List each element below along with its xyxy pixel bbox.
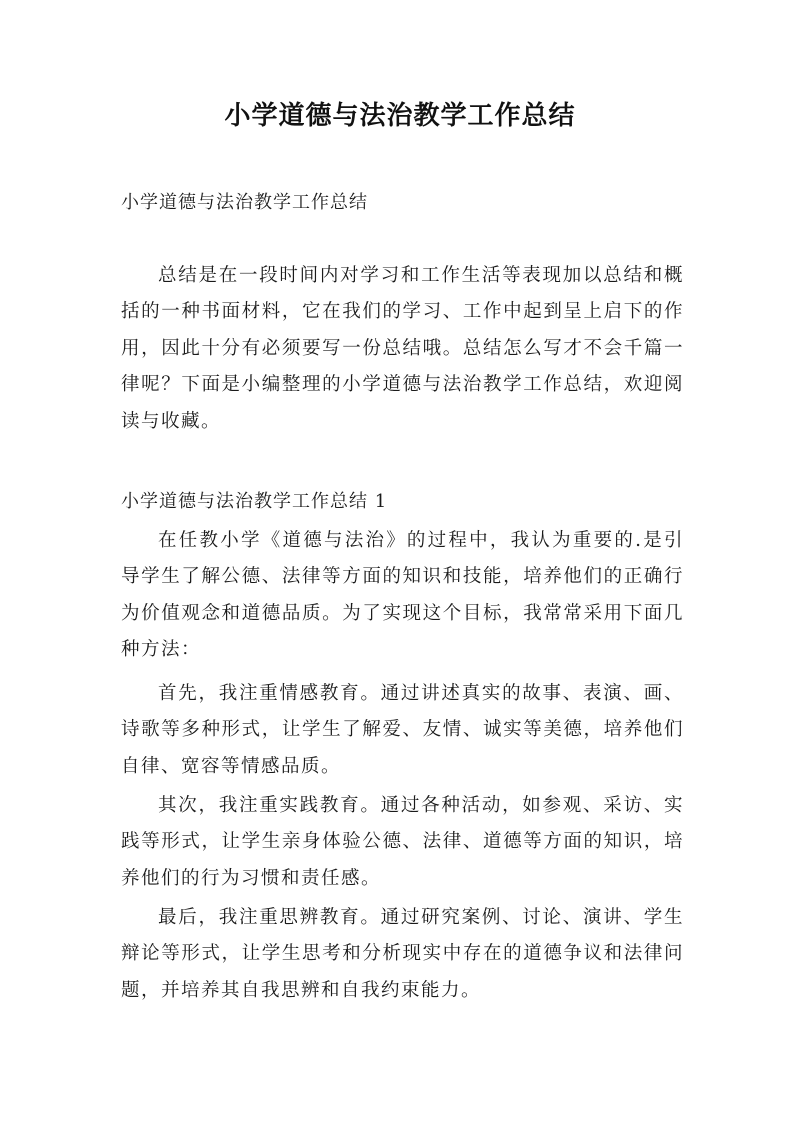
document-title: 小学道德与法治教学工作总结	[224, 101, 576, 131]
body-paragraph-1: 在任教小学《道德与法治》的过程中，我认为重要的.是引导学生了解公德、法律等方面的知识和技能，培养他们的正确行为价值观念和道德品质。为了实现这个目标，我常常采用下面几种方法：	[121, 530, 684, 661]
intro-paragraph: 总结是在一段时间内对学习和工作生活等表现加以总结和概括的一种书面材料，它在我们的学习、工作中起到呈上启下的作用，因此十分有必须要写一份总结哦。总结怎么写才不会千篇一律呢？下面是小编整理的小学道德与法治教学工作总结，欢迎阅读与收藏。	[121, 265, 684, 432]
document-subtitle: 小学道德与法治教学工作总结	[121, 192, 368, 213]
body-paragraph-2: 首先，我注重情感教育。通过讲述真实的故事、表演、画、诗歌等多种形式，让学生了解爱、友情、诚实等美德，培养他们自律、宽容等情感品质。	[121, 683, 684, 777]
section-heading: 小学道德与法治教学工作总结 1	[121, 491, 388, 512]
body-paragraph-4: 最后，我注重思辨教育。通过研究案例、讨论、演讲、学生辩论等形式，让学生思考和分析现实中存在的道德争议和法律问题，并培养其自我思辨和自我约束能力。	[121, 907, 684, 1001]
body-paragraph-3: 其次，我注重实践教育。通过各种活动，如参观、采访、实践等形式，让学生亲身体验公德、法律、道德等方面的知识，培养他们的行为习惯和责任感。	[121, 795, 684, 889]
